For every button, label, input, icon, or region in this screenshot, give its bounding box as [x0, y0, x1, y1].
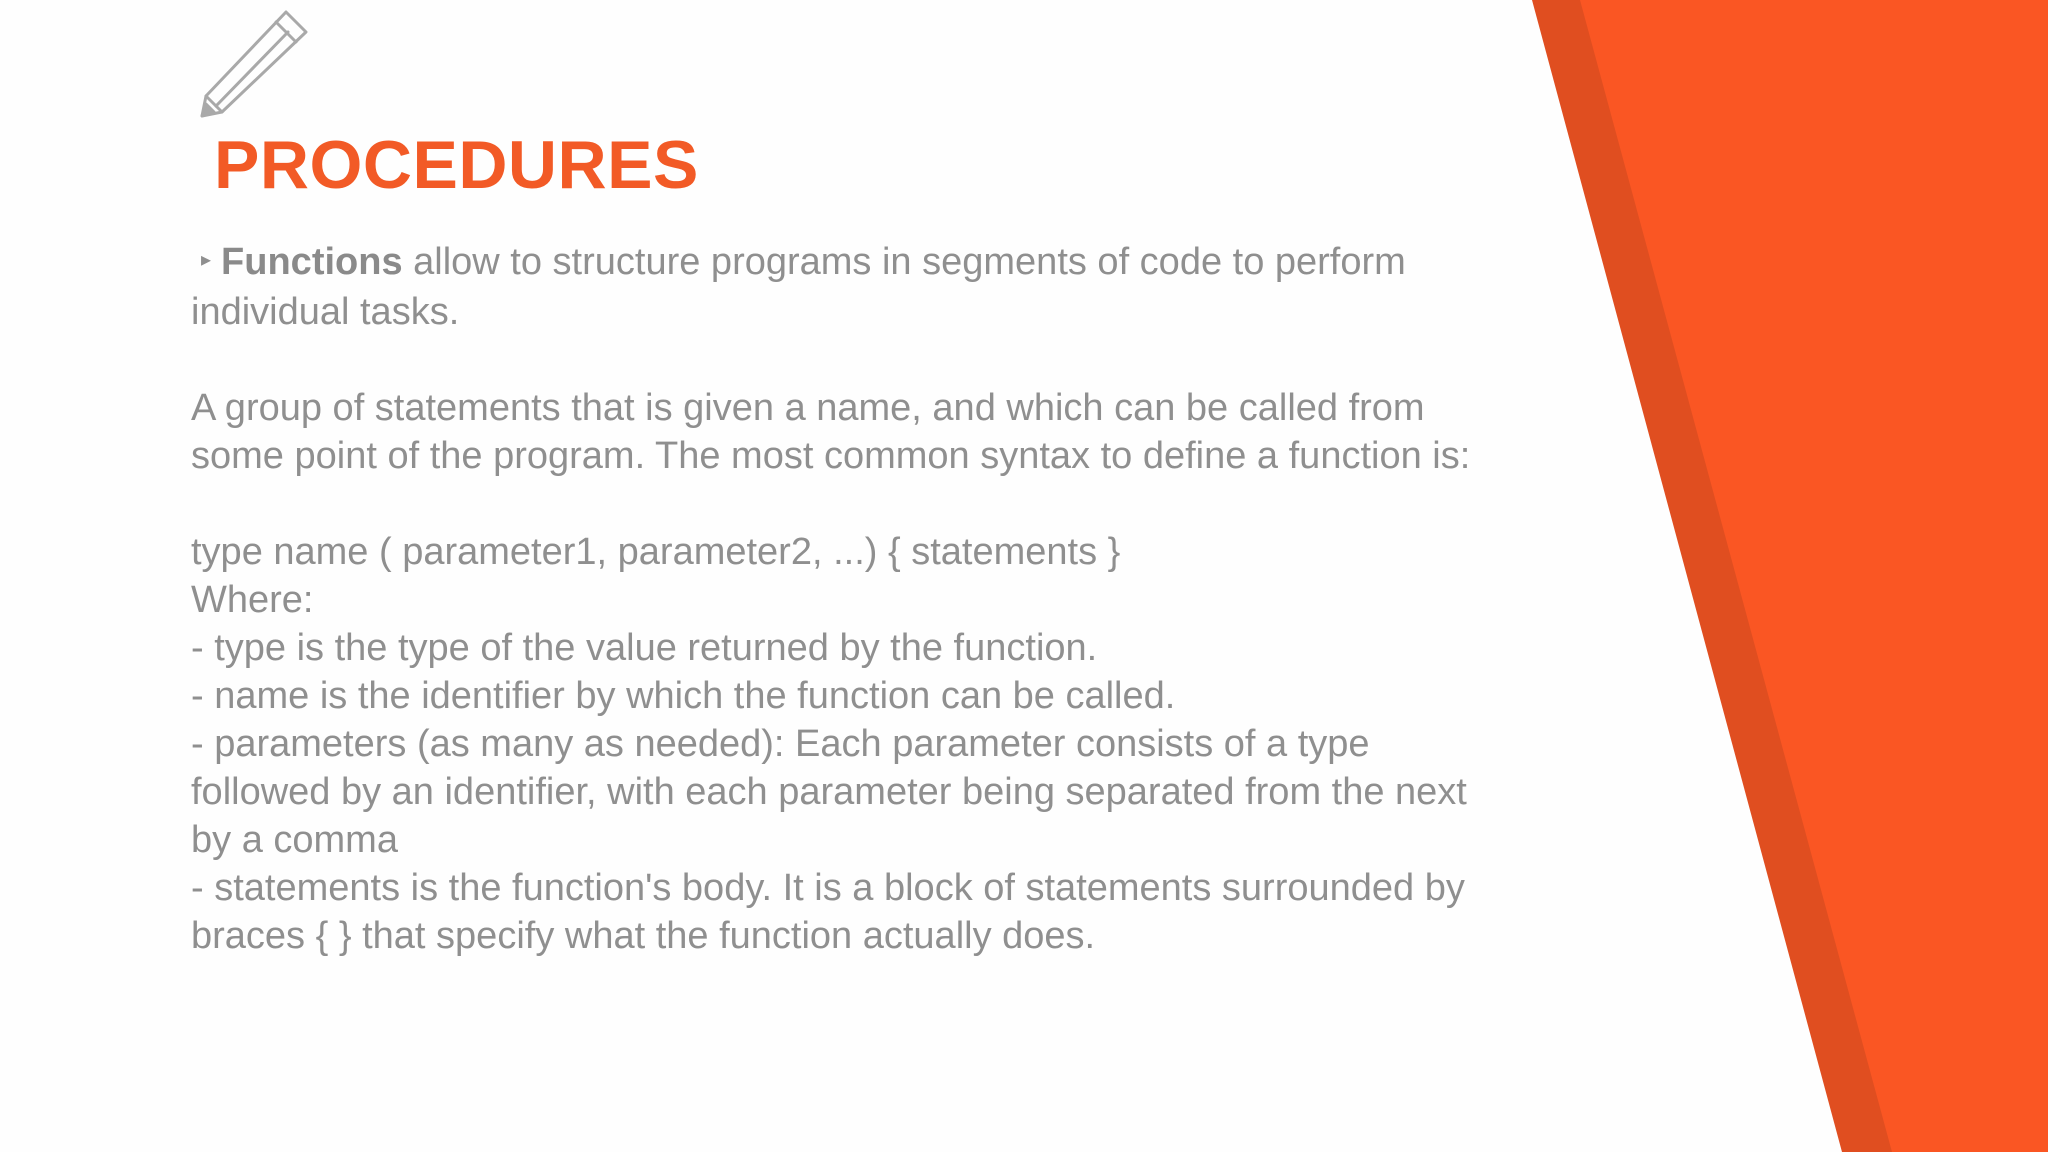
detail-line: by a comma	[191, 818, 398, 861]
spacer	[191, 480, 1541, 528]
spacer	[191, 336, 1541, 384]
bullet-icon: ▸	[201, 248, 212, 271]
pencil-icon	[196, 8, 320, 120]
intro-text: allow to structure programs in segments of code to perform	[402, 241, 1406, 283]
detail-line: followed by an identifier, with each parameter being separated from the next	[191, 770, 1467, 813]
definition-line-1: A group of statements that is given a name, and which can be called from	[191, 386, 1425, 429]
definition-line-2: some point of the program. The most common syntax to define a function is:	[191, 434, 1471, 477]
syntax-line: type name ( parameter1, parameter2, ...) { statements }	[191, 530, 1121, 573]
detail-line: - name is the identifier by which the function can be called.	[191, 674, 1176, 717]
detail-line: - type is the type of the value returned by the function.	[191, 626, 1098, 669]
page-title: PROCEDURES	[214, 127, 699, 203]
intro-line	[191, 238, 1541, 288]
where-label: Where:	[191, 578, 314, 621]
detail-line: braces { } that specify what the function actually does.	[191, 914, 1096, 957]
detail-line: - statements is the function's body. It is a block of statements surrounded by	[191, 866, 1465, 909]
detail-line: - parameters (as many as needed): Each parameter consists of a type	[191, 722, 1370, 765]
functions-term: Functions	[221, 241, 403, 283]
slide-body	[191, 238, 1541, 960]
intro-continuation: individual tasks.	[191, 290, 460, 333]
